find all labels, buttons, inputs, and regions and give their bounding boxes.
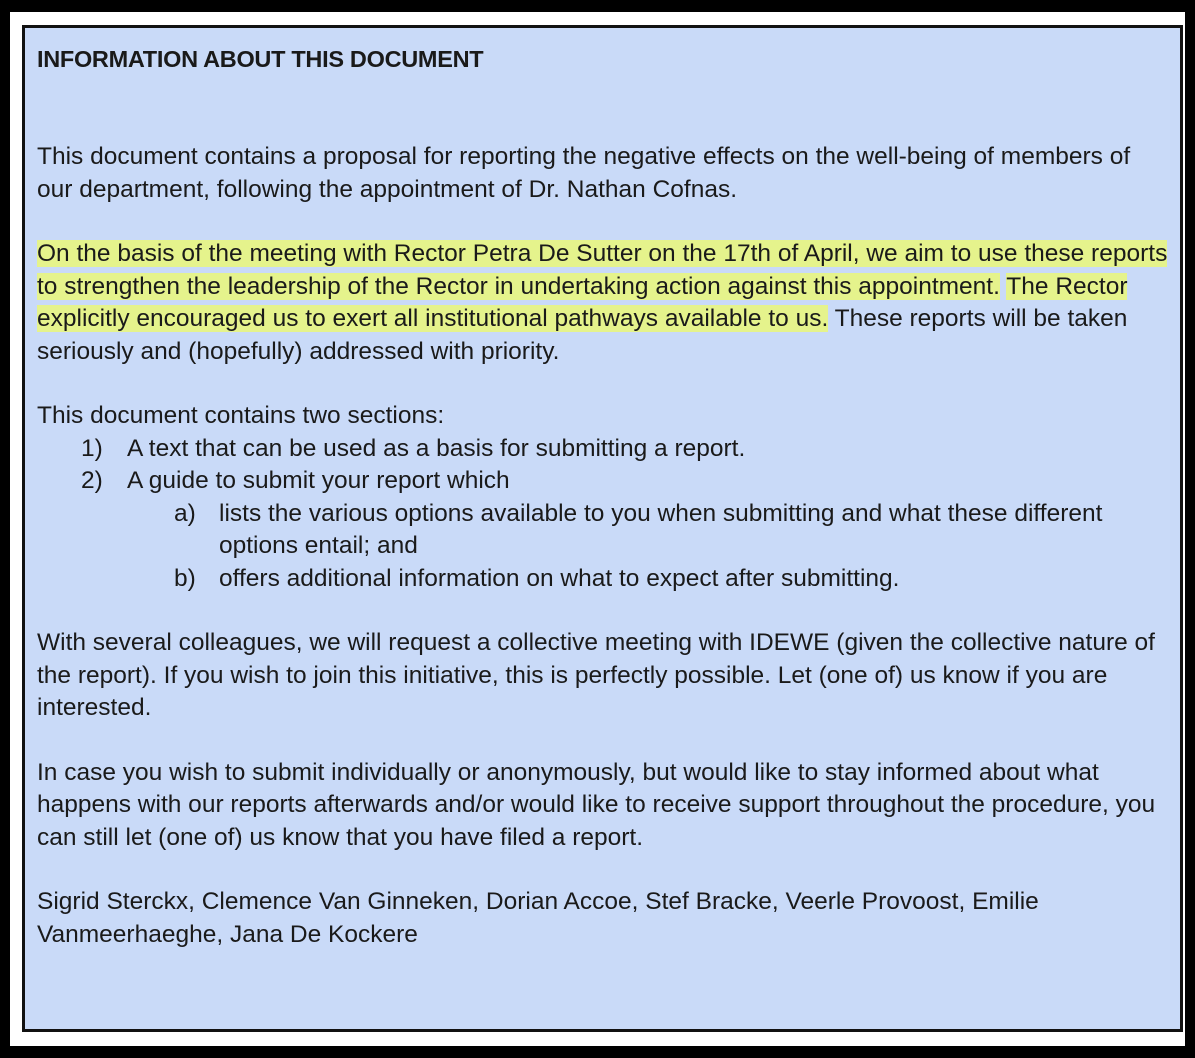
sections-block <box>37 400 1168 595</box>
list-number: 1) <box>81 434 103 462</box>
sublist-item <box>37 563 1168 596</box>
document-title: INFORMATION ABOUT THIS DOCUMENT <box>37 46 484 72</box>
sublist-letter: a) <box>174 499 196 527</box>
highlighted-text-1: On the basis of the meeting with Rector Petra De Sutter on the 17th of April, we aim to use these reports to strengthen the leadership of the Rector in undertaking action against this appointment. <box>37 240 1168 300</box>
individual-submission-paragraph: In case you wish to submit individually or anonymously, but would like to stay informed about what happens with our reports afterwards and/or would like to receive support throughout the procedure, you can still let (one of) us know that you have filed a report. <box>37 758 1156 851</box>
sublist-item-text: lists the various options available to you when submitting and what these different options entail; and <box>219 499 1103 559</box>
information-box <box>22 25 1183 1032</box>
list-item-text: A guide to submit your report which <box>127 467 510 494</box>
list-item <box>37 465 1168 498</box>
rector-paragraph <box>37 238 1168 368</box>
sublist-item <box>37 498 1168 563</box>
intro-paragraph: This document contains a proposal for reporting the negative effects on the well-being of members of our department, following the appointment of Dr. Nathan Cofnas. <box>37 143 1131 203</box>
priority-text: These reports will be taken seriously and (hopefully) addressed with priority. <box>37 305 1128 365</box>
list-number: 2) <box>81 467 103 494</box>
highlighted-text-2: The Rector explicitly encouraged us to exert all institutional pathways available to us. <box>37 272 1128 332</box>
sublist-item-text: offers additional information on what to expect after submitting. <box>219 564 900 592</box>
signatories: Sigrid Sterckx, Clemence Van Ginneken, Dorian Accoe, Stef Bracke, Veerle Provoost, Emilie Vanmeerhaeghe, Jana De Kockere <box>37 888 1039 948</box>
sublist-letter: b) <box>174 564 196 592</box>
list-item <box>37 433 1168 466</box>
collective-meeting-paragraph: With several colleagues, we will request a collective meeting with IDEWE (given the collective nature of the report). If you wish to join this initiative, this is perfectly possible. Let (one of) us know if you are interested. <box>37 629 1155 721</box>
sections-intro: This document contains two sections: <box>37 402 445 429</box>
list-item-text: A text that can be used as a basis for submitting a report. <box>127 434 746 462</box>
